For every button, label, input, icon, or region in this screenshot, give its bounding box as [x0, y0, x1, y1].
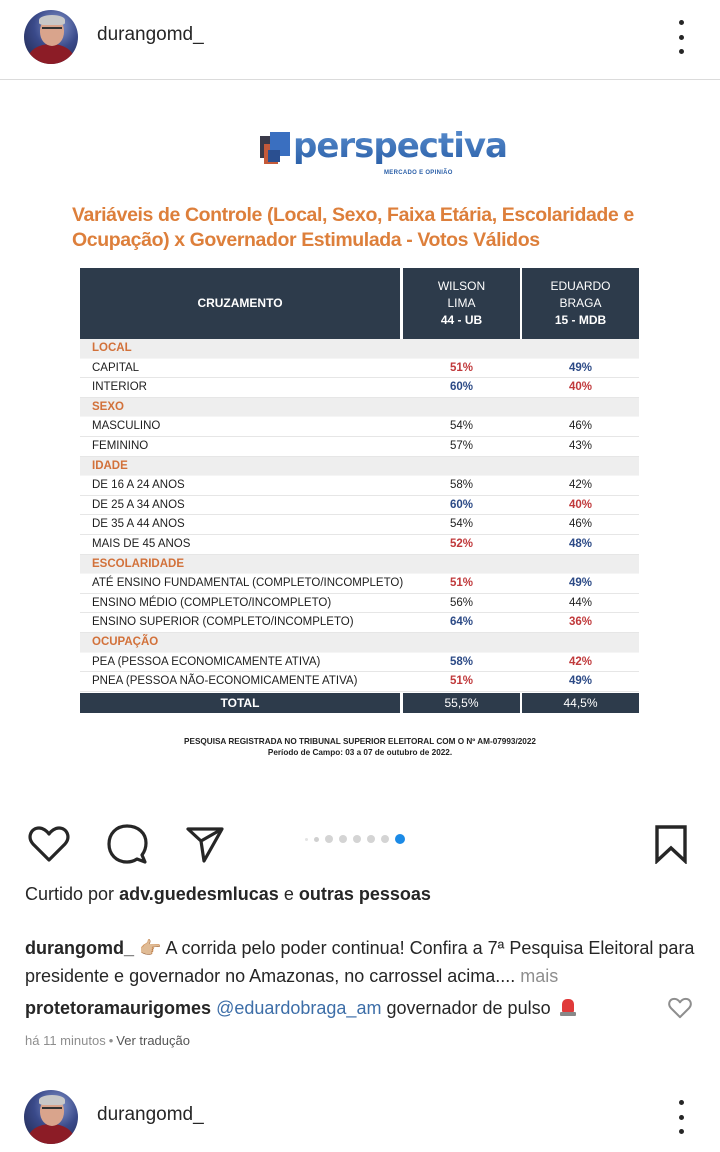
value-eduardo-braga: 40% [568, 498, 593, 511]
table-row [80, 535, 639, 555]
row-label: ENSINO SUPERIOR (COMPLETO/INCOMPLETO) [92, 616, 354, 629]
comment-text: governador de pulso [386, 998, 551, 1018]
value-eduardo-braga: 42% [568, 479, 593, 492]
row-label: MAIS DE 45 ANOS [92, 537, 191, 550]
perspectiva-logo [258, 124, 507, 184]
header-line: WILSON [437, 279, 486, 293]
value-eduardo-braga: 46% [568, 518, 593, 531]
value-eduardo-braga: 49% [568, 577, 593, 590]
post-caption [25, 934, 705, 990]
footnote-registration: PESQUISA REGISTRADA NO TRIBUNAL SUPERIOR ELEITORAL COM O Nº AM-07993/2022 [184, 737, 536, 746]
value-wilson-lima: 58% [449, 655, 474, 668]
value-eduardo-braga: 36% [568, 616, 593, 629]
header-wilson-lima [403, 268, 520, 339]
row-label: PEA (PESSOA ECONOMICAMENTE ATIVA) [92, 655, 321, 668]
row-label: PNEA (PESSOA NÃO-ECONOMICAMENTE ATIVA) [92, 675, 358, 688]
see-translation-link[interactable]: Ver tradução [116, 1033, 190, 1048]
likes-conj: e [283, 884, 294, 904]
value-wilson-lima: 51% [449, 675, 474, 688]
share-button[interactable] [182, 821, 228, 867]
table-category-row [80, 633, 639, 653]
table-row [80, 574, 639, 594]
total-eduardo-braga: 44,5% [522, 693, 639, 713]
poll-table [80, 268, 639, 713]
carousel-dot [353, 835, 361, 843]
value-wilson-lima: 64% [449, 616, 474, 629]
value-wilson-lima: 58% [449, 479, 474, 492]
comment [25, 995, 645, 1021]
header-line: 44 - UB [440, 313, 483, 327]
row-label: DE 16 A 24 ANOS [92, 479, 185, 492]
table-category-row [80, 398, 639, 418]
post-meta [25, 1033, 190, 1048]
bookmark-icon [653, 824, 689, 864]
table-row [80, 476, 639, 496]
table-header [80, 268, 639, 339]
heart-icon [28, 825, 70, 863]
value-wilson-lima: 54% [449, 518, 474, 531]
value-eduardo-braga: 43% [568, 439, 593, 452]
carousel-dot [339, 835, 347, 843]
likes-summary [25, 882, 545, 906]
heart-icon [668, 997, 692, 1019]
like-button[interactable] [26, 821, 72, 867]
comment-mention[interactable]: @eduardobraga_am [216, 998, 382, 1018]
header-line: BRAGA [559, 296, 602, 310]
likes-prefix: Curtido por [25, 884, 115, 904]
table-row [80, 496, 639, 516]
post-username[interactable]: durangomd_ [97, 24, 204, 45]
table-total-row [80, 693, 639, 713]
value-eduardo-braga: 40% [568, 381, 593, 394]
row-label: CAPITAL [92, 361, 140, 374]
caption-more-link[interactable]: mais [520, 966, 559, 986]
value-wilson-lima: 52% [449, 537, 474, 550]
liked-by-user[interactable]: adv.guedesmlucas [119, 884, 279, 904]
carousel-indicator [305, 833, 405, 845]
value-wilson-lima: 60% [449, 498, 474, 511]
value-wilson-lima: 57% [449, 439, 474, 452]
value-eduardo-braga: 48% [568, 537, 593, 550]
carousel-dot-active [395, 834, 405, 844]
post-header [0, 0, 720, 80]
table-row [80, 437, 639, 457]
header-line: EDUARDO [550, 279, 611, 293]
post-time: há 11 minutos [25, 1033, 106, 1048]
header-line: LIMA [447, 296, 476, 310]
value-eduardo-braga: 42% [568, 655, 593, 668]
more-options-icon[interactable] [674, 1100, 688, 1134]
meta-separator: • [108, 1033, 114, 1048]
save-button[interactable] [648, 821, 694, 867]
value-eduardo-braga: 44% [568, 596, 593, 609]
table-category-row [80, 457, 639, 477]
table-row [80, 613, 639, 633]
pointing-hand-emoji: 👉🏼 [139, 938, 162, 958]
value-wilson-lima: 51% [449, 577, 474, 590]
likes-others[interactable]: outras pessoas [298, 884, 431, 904]
table-title: Variáveis de Controle (Local, Sexo, Faixa Etária, Escolaridade e Ocupação) x Governador Estimulada - Votos Válidos [72, 204, 634, 251]
siren-icon [560, 999, 576, 1017]
footnote-period: Período de Campo: 03 a 07 de outubro de 2022. [267, 748, 453, 757]
category-label: IDADE [92, 459, 128, 472]
category-label: LOCAL [92, 342, 132, 354]
value-wilson-lima: 60% [449, 381, 474, 394]
caption-username[interactable]: durangomd_ [25, 938, 135, 958]
table-row [80, 594, 639, 614]
category-label: ESCOLARIDADE [92, 557, 185, 570]
avatar[interactable] [24, 1090, 78, 1144]
carousel-dot [381, 835, 389, 843]
next-post-header [0, 1078, 720, 1152]
category-label: SEXO [92, 400, 124, 413]
table-category-row [80, 339, 639, 359]
table-row [80, 653, 639, 673]
total-wilson-lima: 55,5% [403, 693, 520, 713]
value-eduardo-braga: 49% [568, 361, 593, 374]
row-label: DE 35 A 44 ANOS [92, 518, 185, 531]
logo-subtitle: MERCADO E OPINIÃO [384, 170, 453, 176]
table-footnote [140, 736, 580, 758]
next-post-username[interactable]: durangomd_ [97, 1104, 204, 1125]
total-label: TOTAL [80, 693, 400, 713]
table-row [80, 378, 639, 398]
table-row [80, 417, 639, 437]
header-cruzamento: CRUZAMENTO [80, 268, 400, 339]
carousel-dot [305, 838, 308, 841]
logo-text: perspectiva [293, 126, 507, 166]
category-label: OCUPAÇÃO [92, 635, 159, 648]
carousel-dot [325, 835, 333, 843]
comment-username[interactable]: protetoramaurigomes [25, 998, 212, 1018]
send-icon [185, 824, 225, 864]
carousel-dot [314, 837, 319, 842]
header-eduardo-braga [522, 268, 639, 339]
logo-mark-icon [258, 130, 292, 170]
carousel-dot [367, 835, 375, 843]
table-row [80, 515, 639, 535]
table-row [80, 672, 639, 692]
row-label: ENSINO MÉDIO (COMPLETO/INCOMPLETO) [92, 596, 332, 609]
header-line: 15 - MDB [554, 313, 607, 327]
caption-text: A corrida pelo poder continua! Confira a 7ª Pesquisa Eleitoral para presidente e governador no Amazonas, no carrossel acima.... [25, 938, 695, 986]
comment-button[interactable] [104, 821, 150, 867]
avatar[interactable] [24, 10, 78, 64]
table-category-row [80, 555, 639, 575]
value-wilson-lima: 54% [449, 420, 474, 433]
row-label: MASCULINO [92, 420, 161, 433]
value-eduardo-braga: 46% [568, 420, 593, 433]
more-options-icon[interactable] [674, 20, 688, 54]
comment-like-button[interactable] [668, 997, 692, 1019]
row-label: DE 25 A 34 ANOS [92, 498, 185, 511]
row-label: ATÉ ENSINO FUNDAMENTAL (COMPLETO/INCOMPLETO) [92, 577, 404, 590]
value-wilson-lima: 51% [449, 361, 474, 374]
value-wilson-lima: 56% [449, 596, 474, 609]
row-label: FEMININO [92, 439, 149, 452]
table-body [80, 339, 639, 692]
row-label: INTERIOR [92, 381, 147, 394]
table-row [80, 359, 639, 379]
comment-icon [106, 823, 148, 865]
value-eduardo-braga: 49% [568, 675, 593, 688]
